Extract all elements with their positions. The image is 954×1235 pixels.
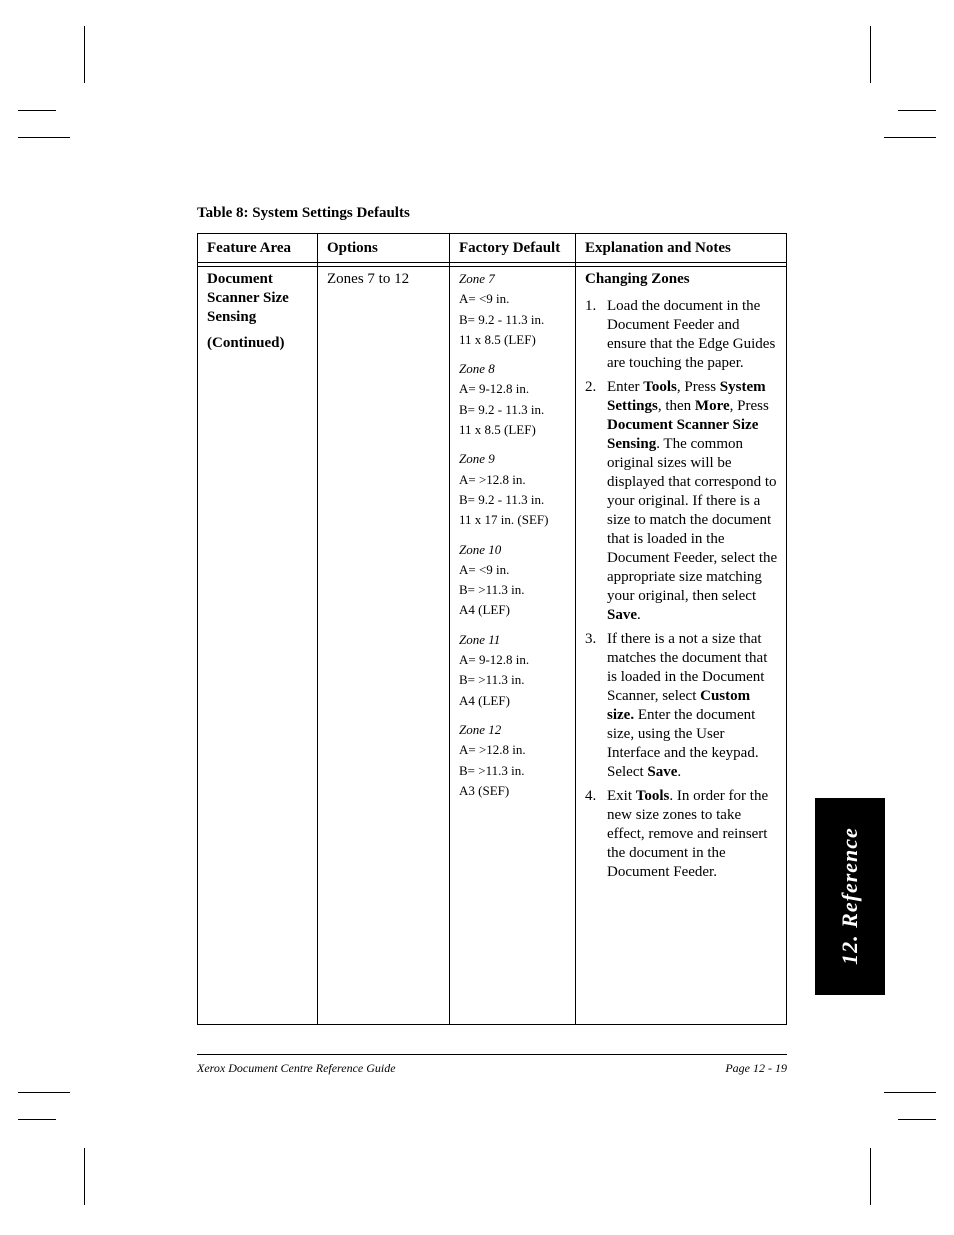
zone-block (459, 449, 571, 530)
factory-default-cell (459, 269, 571, 810)
crop-mark (18, 110, 56, 111)
zone-line: B= >11.3 in. (459, 762, 525, 778)
step-item (585, 378, 779, 625)
step-item (585, 297, 779, 373)
zone-block (459, 540, 571, 621)
zone-line: A= >12.8 in. (459, 742, 526, 758)
crop-mark (870, 1148, 871, 1205)
step-text: Tools (635, 788, 670, 804)
footer-right: Page 12 - 19 (725, 1061, 787, 1075)
zone-block (459, 630, 571, 711)
zone-name: Zone 11 (459, 631, 501, 647)
zone-line: A= <9 in. (459, 291, 510, 307)
section-tab-label: 12. Reference (837, 827, 862, 965)
step-text: System Settings (607, 379, 766, 414)
zone-line: A= 9-12.8 in. (459, 652, 530, 668)
footer-rule (197, 1054, 787, 1055)
settings-table (197, 233, 787, 1025)
crop-mark (84, 1148, 85, 1205)
step-text: Enter (607, 379, 644, 395)
step-number: 4. (585, 788, 597, 804)
step-text: Tools (643, 379, 677, 395)
step-text: More (694, 398, 730, 414)
crop-mark (18, 137, 70, 138)
step-text: . (677, 764, 682, 780)
crop-mark (84, 26, 85, 83)
zone-line: B= >11.3 in. (459, 672, 525, 688)
step-item (585, 787, 779, 882)
zone-name: Zone 10 (459, 541, 502, 557)
column-divider (449, 234, 450, 1024)
step-text: Save (607, 607, 637, 623)
zone-line: 11 x 8.5 (LEF) (459, 422, 536, 438)
table-caption: Table 8: System Settings Defaults (197, 205, 410, 221)
header-rule (198, 266, 786, 267)
feature-area-cell (207, 270, 311, 353)
crop-mark (884, 1092, 936, 1093)
steps-list (585, 297, 779, 882)
step-number: 3. (585, 631, 597, 647)
feature-name: Document Scanner Size Sensing (207, 271, 289, 325)
zone-line: 11 x 8.5 (LEF) (459, 331, 536, 347)
zone-line: A= <9 in. (459, 561, 510, 577)
header-factory-default: Factory Default (459, 240, 561, 256)
zone-line: A3 (SEF) (459, 782, 510, 798)
step-text: Custom size. (607, 688, 751, 723)
step-number: 2. (585, 379, 597, 395)
zone-name: Zone 12 (459, 721, 502, 737)
step-text: , then (657, 398, 695, 414)
step-text: Save (647, 764, 678, 780)
zone-line: A= 9-12.8 in. (459, 381, 530, 397)
step-text: . In order for the new size zones to take effect, remove and reinsert the document in the Document Feeder. (607, 788, 769, 880)
step-text: , Press (676, 379, 720, 395)
notes-title: Changing Zones (585, 271, 690, 287)
zone-name: Zone 7 (459, 271, 495, 286)
section-tab (815, 798, 885, 995)
zone-line: A4 (LEF) (459, 602, 510, 618)
step-item (585, 630, 779, 782)
step-text: . The common original sizes will be displayed that correspond to your original. If there is a size to match the document that is loaded in the Document Feeder, select the appropriate size matching your original, then select (607, 436, 778, 604)
zone-line: A= >12.8 in. (459, 471, 526, 487)
zone-name: Zone 9 (459, 451, 495, 467)
crop-mark (884, 137, 936, 138)
continued-note: (Continued) (207, 335, 285, 351)
crop-mark (18, 1092, 70, 1093)
zone-line: B= 9.2 - 11.3 in. (459, 401, 545, 417)
zone-block (459, 359, 571, 440)
column-divider (317, 234, 318, 1024)
zone-line: 11 x 17 in. (SEF) (459, 512, 549, 528)
crop-mark (870, 26, 871, 83)
header-feature-area: Feature Area (207, 240, 292, 256)
zone-block (459, 720, 571, 801)
step-text: Exit (607, 788, 636, 804)
step-text: . (637, 607, 641, 623)
crop-mark (898, 110, 936, 111)
zone-block (459, 269, 571, 350)
zone-line: B= 9.2 - 11.3 in. (459, 311, 545, 327)
step-text: Enter the document size, using the User Interface and the keypad. Select (607, 707, 759, 780)
step-text: Load the document in the Document Feeder and ensure that the Edge Guides are touching the paper. (607, 298, 776, 371)
step-text: If there is a not a size that matches the document that is loaded in the Document Scanner, select (607, 631, 768, 704)
footer-left: Xerox Document Centre Reference Guide (197, 1061, 396, 1075)
zone-line: B= >11.3 in. (459, 582, 525, 598)
step-number: 1. (585, 298, 597, 314)
step-text: , Press (729, 398, 769, 414)
column-divider (575, 234, 576, 1024)
explanation-cell (585, 270, 779, 887)
zone-line: A4 (LEF) (459, 692, 510, 708)
header-rule (198, 262, 786, 263)
options-cell: Zones 7 to 12 (327, 271, 410, 287)
header-options: Options (327, 240, 378, 256)
header-explanation: Explanation and Notes (585, 240, 731, 256)
crop-mark (18, 1119, 56, 1120)
zone-line: B= 9.2 - 11.3 in. (459, 491, 545, 507)
crop-mark (898, 1119, 936, 1120)
step-text: Document Scanner Size Sensing (607, 417, 759, 452)
zone-name: Zone 8 (459, 361, 495, 377)
